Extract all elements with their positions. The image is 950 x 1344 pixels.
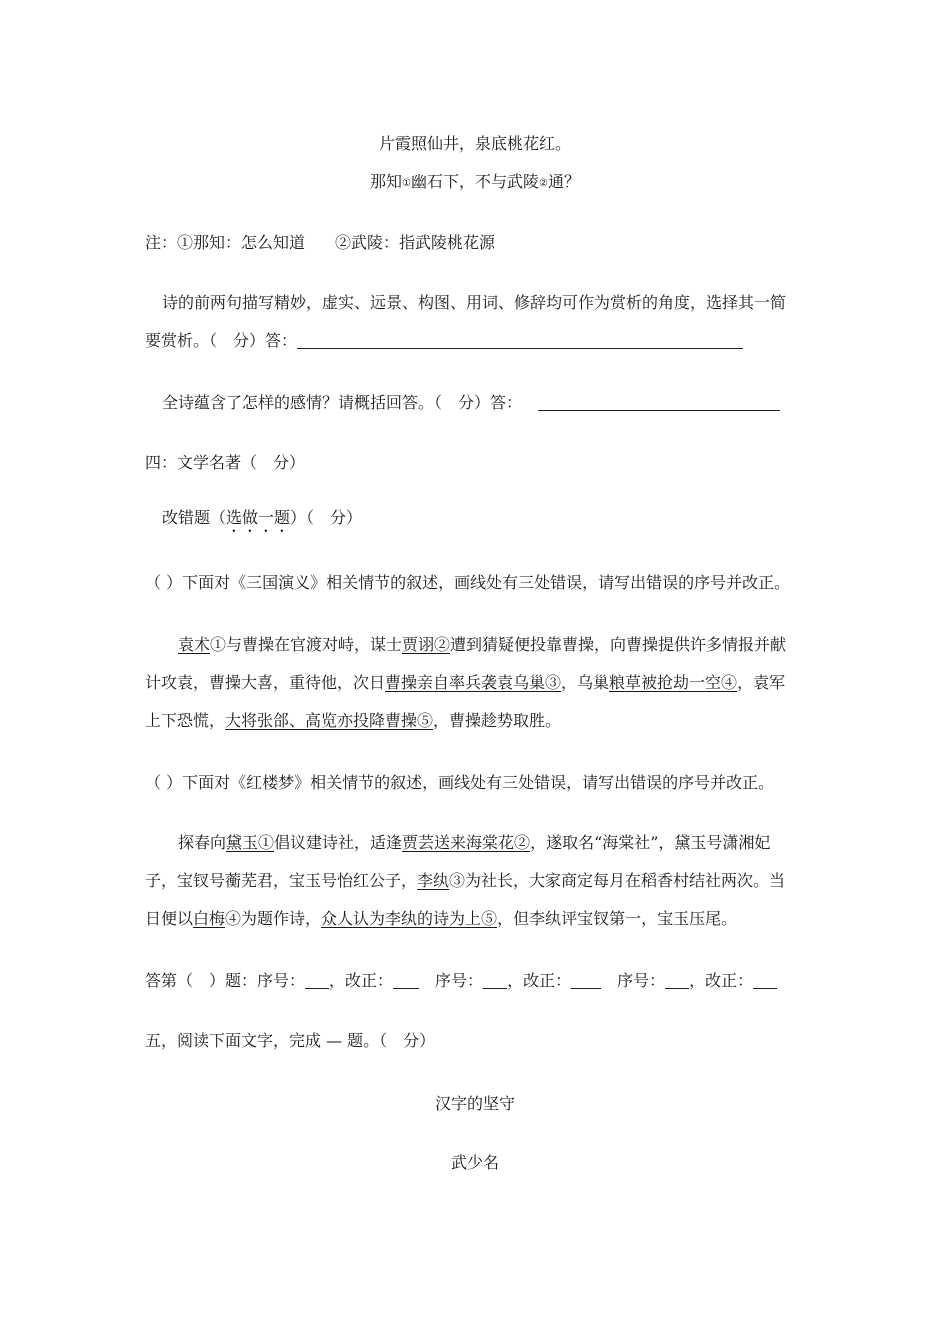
sanguo-passage-line-3: 上下恐慌，大将张郃、高览亦投降曹操⑤，曹操趁势取胜。 <box>145 711 562 730</box>
sanguo-prompt: （ ）下面对《三国演义》相关情节的叙述，画线处有三处错误，请写出错误的序号并改正。 <box>145 573 791 592</box>
answer-blank[interactable] <box>571 972 601 989</box>
section-4-title: 四：文学名著（ 分） <box>145 453 306 472</box>
sanguo-passage-line-1: 袁术①与曹操在官渡对峙，谋士贾诩②遭到猜疑便投靠曹操，向曹操提供许多情报并献 <box>178 635 787 654</box>
honglou-passage-line-2: 子，宝钗号蘅芜君，宝玉号怡红公子，李纨③为社长，大家商定每月在稻香村结社两次。当 <box>145 871 786 890</box>
article-author: 武少名 <box>450 1153 499 1172</box>
honglou-prompt: （ ）下面对《红楼梦》相关情节的叙述，画线处有三处错误，请写出错误的序号并改正。 <box>145 773 775 792</box>
answer-blank[interactable] <box>305 972 329 989</box>
answer-blank[interactable] <box>297 332 743 349</box>
answer-blank[interactable] <box>753 972 777 989</box>
answer-blank[interactable] <box>393 972 419 989</box>
question-2: 全诗蕴含了怎样的感情？请概括回答。（ 分）答： <box>162 393 780 413</box>
answer-blank[interactable] <box>538 394 780 411</box>
poem-notes: 注：①那知：怎么知道 ②武陵：指武陵桃花源 <box>145 233 496 252</box>
section-5-title: 五，阅读下面文字，完成 — 题。（ 分） <box>145 1031 436 1050</box>
honglou-passage-line-3: 日便以白梅④为题作诗，众人认为李纨的诗为上⑤，但李纨评宝钗第一，宝玉压尾。 <box>145 909 738 928</box>
question-1-line-2: 要赏析。（ 分）答： <box>145 331 743 351</box>
sanguo-passage-line-2: 计攻袁，曹操大喜，重待他，次日曹操亲自率兵袭袁乌巢③，乌巢粮草被抢劫一空④，袁军 <box>145 673 786 692</box>
honglou-passage-line-1: 探春向黛玉①倡议建诗社，适逢贾芸送来海棠花②，遂取名“海棠社”，黛玉号潇湘妃 <box>178 833 771 852</box>
poem-line-1: 片霞照仙井，泉底桃花红。 <box>378 134 571 153</box>
answer-blank[interactable] <box>483 972 507 989</box>
answer-blank[interactable] <box>665 972 689 989</box>
question-1-line-1: 诗的前两句描写精妙，虚实、远景、构图、用词、修辞均可作为赏析的角度，选择其一简 <box>162 293 787 312</box>
section-4-subtitle: 改错题（选做一题）（ 分） <box>162 508 363 527</box>
poem-line-2: 那知①幽石下，不与武陵②通？ <box>370 172 580 191</box>
article-title: 汉字的坚守 <box>434 1094 515 1113</box>
answer-row: 答第（ ）题：序号： ，改正： 序号： ，改正： 序号： ，改正： <box>145 971 777 991</box>
